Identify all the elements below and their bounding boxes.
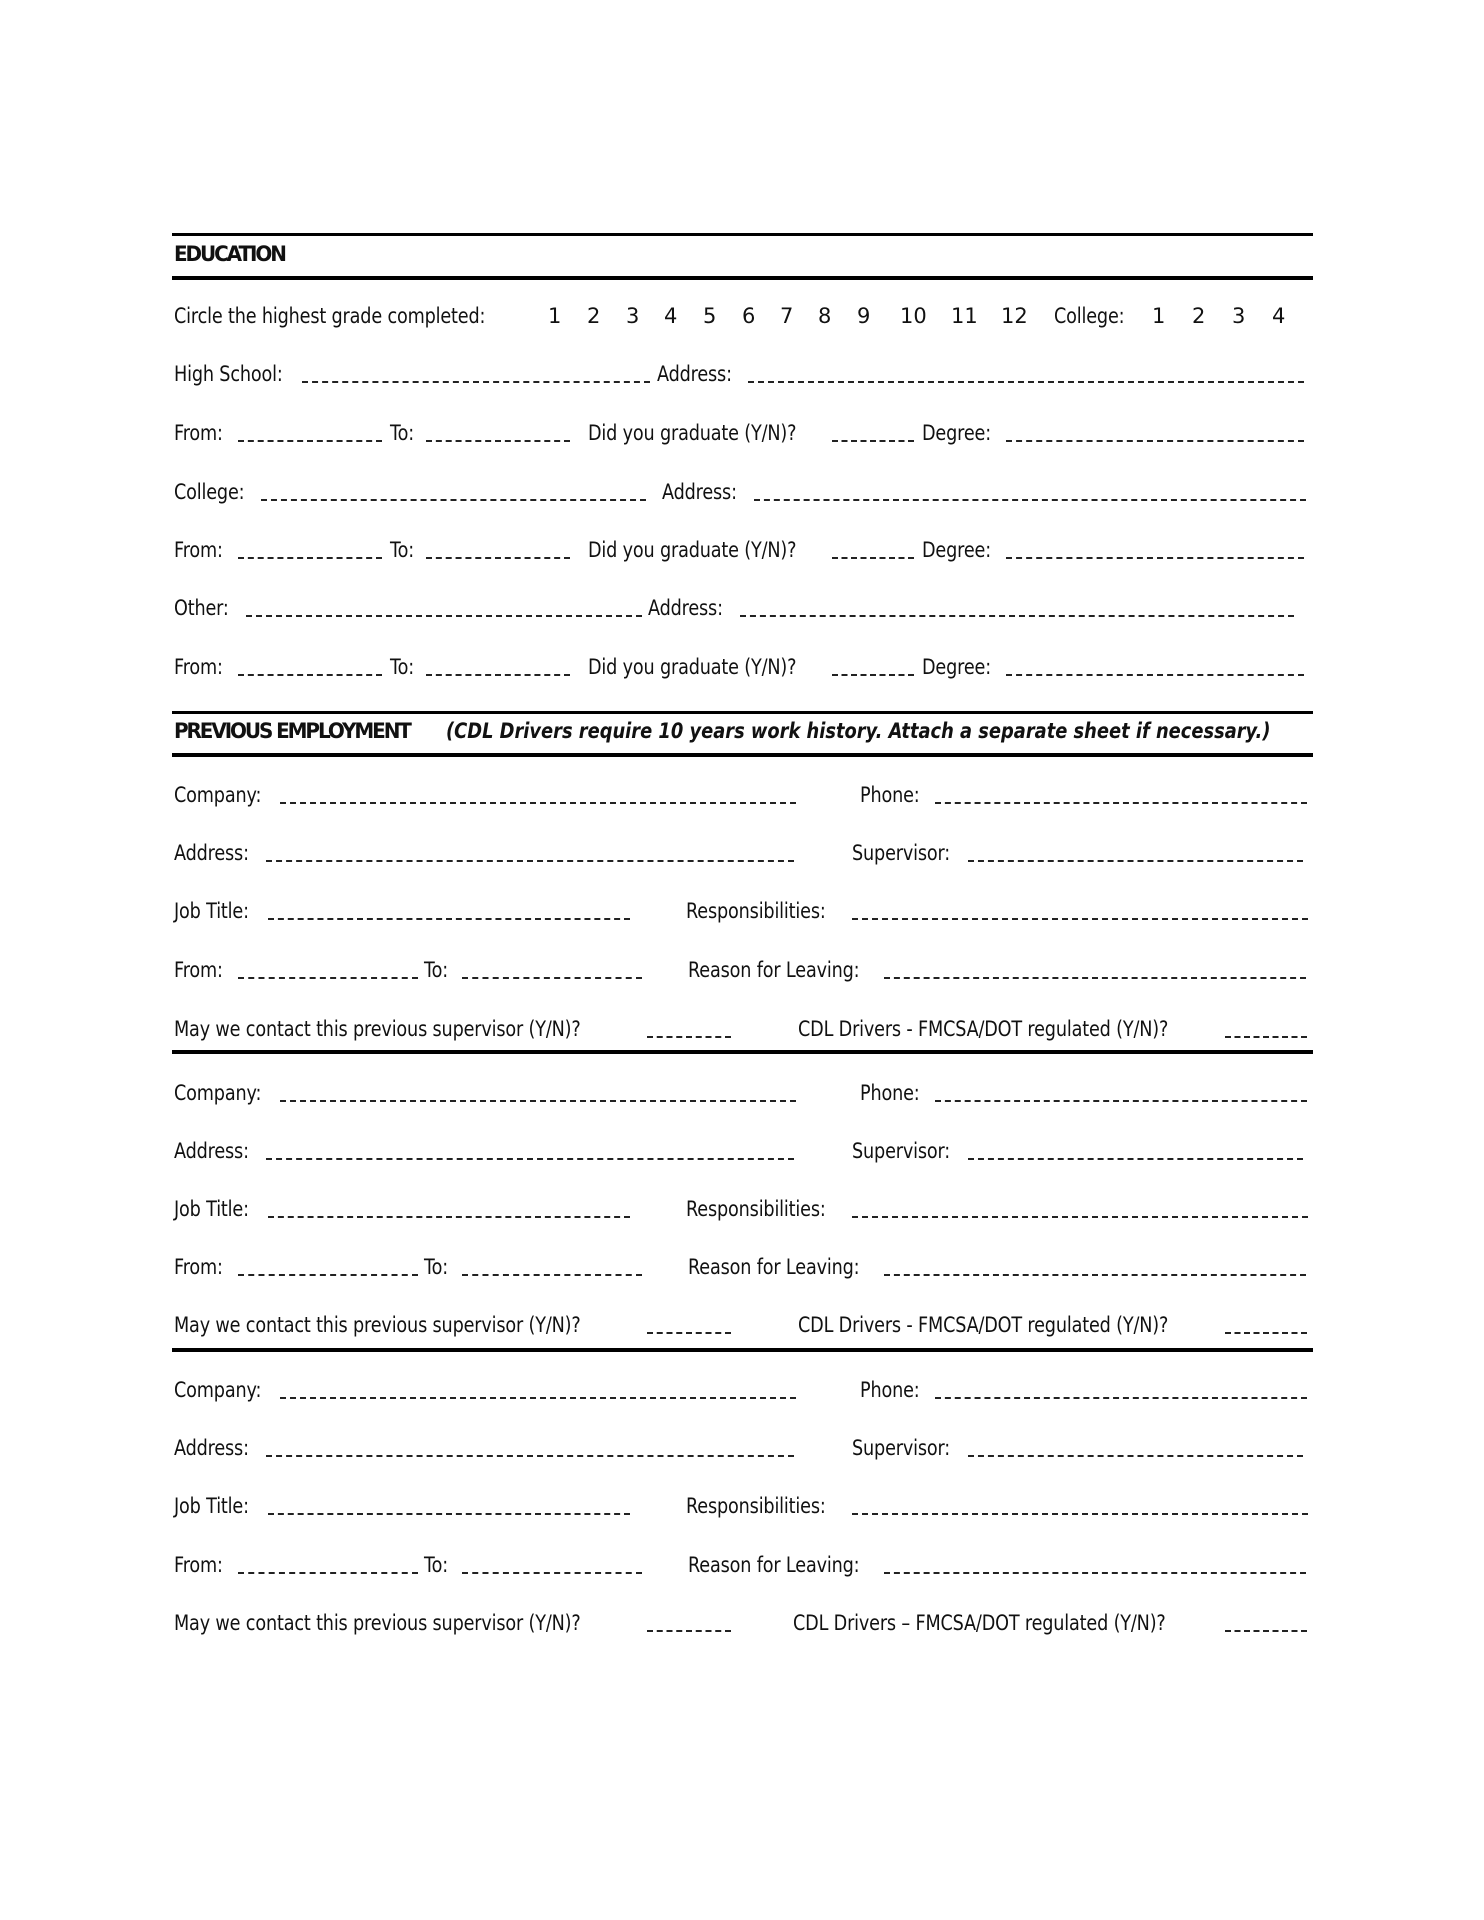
high-school-from-field[interactable] [238,440,382,442]
responsibilities-label: Responsibilities: [686,899,826,923]
college-field[interactable] [261,499,646,501]
phone-field[interactable] [935,1397,1307,1399]
grade-option[interactable]: 2 [587,304,601,328]
other-field[interactable] [246,615,642,617]
contact-supervisor-label: May we contact this previous supervisor (Y/N)? [174,1611,581,1635]
cdl-regulated-label: CDL Drivers - FMCSA/DOT regulated (Y/N)? [798,1313,1169,1337]
section-divider [172,753,1313,757]
company-field[interactable] [280,1100,796,1102]
other-address-label: Address: [648,596,723,620]
grade-option[interactable]: 4 [664,304,678,328]
degree-label: Degree: [922,538,991,562]
to-label: To: [424,1255,449,1279]
other-graduate-field[interactable] [832,674,914,676]
job-title-field[interactable] [268,1216,630,1218]
job-title-label: Job Title: [174,1494,249,1518]
section-divider [172,233,1313,236]
responsibilities-field[interactable] [852,918,1308,920]
from-field[interactable] [238,1274,418,1276]
high-school-label: High School: [174,362,283,386]
high-school-to-field[interactable] [426,440,570,442]
to-label: To: [390,421,415,445]
other-label: Other: [174,596,229,620]
cdl-regulated-field[interactable] [1225,1332,1307,1334]
company-label: Company: [174,1081,262,1105]
reason-label: Reason for Leaving: [688,958,860,982]
section-divider [172,711,1313,714]
education-heading: EDUCATION [174,242,285,266]
reason-field[interactable] [884,1572,1306,1574]
grade-option[interactable]: 9 [857,304,871,328]
job-title-field[interactable] [268,1513,630,1515]
responsibilities-label: Responsibilities: [686,1197,826,1221]
high-school-graduate-field[interactable] [832,440,914,442]
supervisor-field[interactable] [968,1455,1303,1457]
from-field[interactable] [238,1572,418,1574]
other-degree-field[interactable] [1006,674,1304,676]
address-label: Address: [174,1139,249,1163]
to-label: To: [424,958,449,982]
from-label: From: [174,421,223,445]
job-title-label: Job Title: [174,899,249,923]
graduate-label: Did you graduate (Y/N)? [588,655,797,679]
contact-supervisor-field[interactable] [647,1036,731,1038]
phone-label: Phone: [860,1378,920,1402]
supervisor-label: Supervisor: [852,1436,951,1460]
grade-option[interactable]: 6 [742,304,756,328]
high-school-address-field[interactable] [748,381,1304,383]
address-field[interactable] [266,1158,794,1160]
entry-divider [172,1348,1313,1352]
college-graduate-field[interactable] [832,557,914,559]
to-label: To: [424,1553,449,1577]
supervisor-field[interactable] [968,1158,1303,1160]
grade-option[interactable]: 8 [818,304,832,328]
college-years-label: College: [1054,304,1125,328]
grade-label: Circle the highest grade completed: [174,304,486,328]
entry-divider [172,1050,1313,1054]
other-address-field[interactable] [740,615,1294,617]
grade-option[interactable]: 7 [780,304,794,328]
to-field[interactable] [462,977,642,979]
company-label: Company: [174,1378,262,1402]
from-label: From: [174,538,223,562]
from-label: From: [174,958,223,982]
college-year-option[interactable]: 3 [1232,304,1246,328]
grade-option[interactable]: 10 [900,304,927,328]
responsibilities-field[interactable] [852,1513,1308,1515]
from-label: From: [174,655,223,679]
responsibilities-field[interactable] [852,1216,1308,1218]
high-school-address-label: Address: [657,362,732,386]
college-to-field[interactable] [426,557,570,559]
college-year-option[interactable]: 1 [1152,304,1166,328]
company-label: Company: [174,783,262,807]
other-from-field[interactable] [238,674,382,676]
job-title-field[interactable] [268,918,630,920]
phone-field[interactable] [935,802,1307,804]
college-from-field[interactable] [238,557,382,559]
cdl-regulated-field[interactable] [1225,1036,1307,1038]
phone-field[interactable] [935,1100,1307,1102]
supervisor-label: Supervisor: [852,841,951,865]
address-field[interactable] [266,860,794,862]
company-field[interactable] [280,1397,796,1399]
degree-label: Degree: [922,421,991,445]
phone-label: Phone: [860,783,920,807]
supervisor-label: Supervisor: [852,1139,951,1163]
section-divider [172,276,1313,280]
contact-supervisor-label: May we contact this previous supervisor (Y/N)? [174,1017,581,1041]
high-school-field[interactable] [302,381,650,383]
from-label: From: [174,1255,223,1279]
college-year-option[interactable]: 4 [1272,304,1286,328]
degree-label: Degree: [922,655,991,679]
college-address-label: Address: [662,480,737,504]
supervisor-field[interactable] [968,860,1303,862]
contact-supervisor-field[interactable] [647,1332,731,1334]
to-label: To: [390,655,415,679]
to-label: To: [390,538,415,562]
college-address-field[interactable] [754,499,1306,501]
job-title-label: Job Title: [174,1197,249,1221]
grade-option[interactable]: 12 [1001,304,1028,328]
from-label: From: [174,1553,223,1577]
contact-supervisor-field[interactable] [647,1630,731,1632]
graduate-label: Did you graduate (Y/N)? [588,538,797,562]
to-field[interactable] [462,1572,642,1574]
to-field[interactable] [462,1274,642,1276]
reason-field[interactable] [884,1274,1306,1276]
grade-option[interactable]: 5 [703,304,717,328]
grade-option[interactable]: 3 [626,304,640,328]
cdl-regulated-label: CDL Drivers - FMCSA/DOT regulated (Y/N)? [798,1017,1169,1041]
high-school-degree-field[interactable] [1006,440,1304,442]
employment-note: (CDL Drivers require 10 years work history. Attach a separate sheet if necessary.) [446,719,1271,743]
from-field[interactable] [238,977,418,979]
address-label: Address: [174,1436,249,1460]
graduate-label: Did you graduate (Y/N)? [588,421,797,445]
phone-label: Phone: [860,1081,920,1105]
reason-field[interactable] [884,977,1306,979]
address-field[interactable] [266,1455,794,1457]
company-field[interactable] [280,802,796,804]
address-label: Address: [174,841,249,865]
reason-label: Reason for Leaving: [688,1255,860,1279]
employment-heading: PREVIOUS EMPLOYMENT [174,719,410,743]
grade-option[interactable]: 1 [548,304,562,328]
contact-supervisor-label: May we contact this previous supervisor (Y/N)? [174,1313,581,1337]
reason-label: Reason for Leaving: [688,1553,860,1577]
college-degree-field[interactable] [1006,557,1304,559]
cdl-regulated-field[interactable] [1225,1630,1307,1632]
other-to-field[interactable] [426,674,570,676]
college-year-option[interactable]: 2 [1192,304,1206,328]
grade-option[interactable]: 11 [951,304,978,328]
college-label: College: [174,480,245,504]
responsibilities-label: Responsibilities: [686,1494,826,1518]
cdl-regulated-label: CDL Drivers – FMCSA/DOT regulated (Y/N)? [793,1611,1166,1635]
